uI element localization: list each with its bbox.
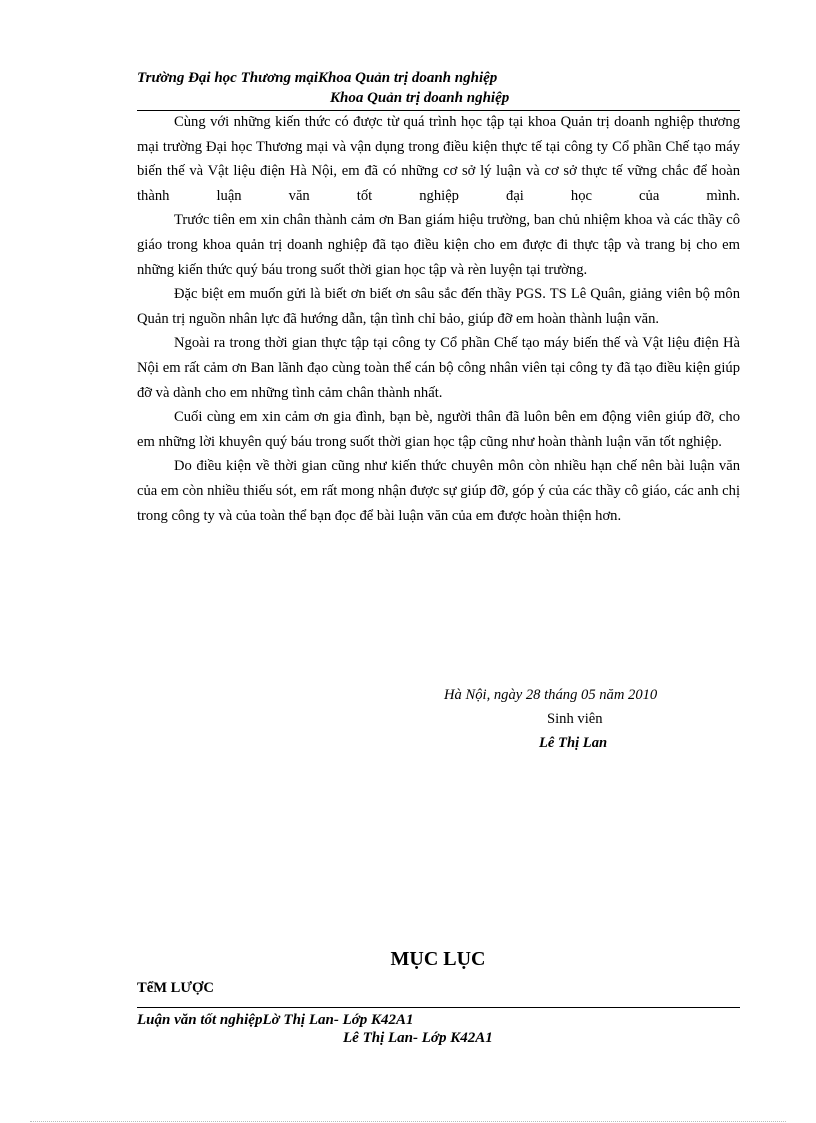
paragraph-4: Ngoài ra trong thời gian thực tập tại công ty Cổ phần Chế tạo máy biến thế và Vật liệu điện Hà Nội em rất cảm ơn Ban lãnh đạo cùng toàn thể cán bộ công nhân viên tại công ty đã tạo điều kiện giúp đỡ và dành cho em những tình cảm chân thành nhất. — [137, 335, 740, 401]
acknowledgement-body — [137, 110, 740, 528]
paragraph-6: Do điều kiện về thời gian cũng như kiến thức chuyên môn còn nhiều hạn chế nên bài luận văn của em còn nhiều thiếu sót, em rất mong nhận được sự giúp đỡ, góp ý của các thầy cô giáo, các anh chị trong công ty và của toàn thể bạn đọc để bài luận văn của em được hoàn thiện hơn. — [137, 458, 740, 524]
signature-name: Lê Thị Lan — [539, 735, 608, 751]
header-faculty-line: Khoa Quản trị doanh nghiệp — [330, 90, 510, 106]
footer-author-line: Lê Thị Lan- Lớp K42A1 — [343, 1030, 493, 1046]
paragraph-1: Cùng với những kiến thức có được từ quá trình học tập tại khoa Quản trị doanh nghiệp thương mại trường Đại học Thương mại và vận dụng trong điều kiện thực tế tại công ty Cổ phần Chế tạo máy biến thế và Vật liệu điện Hà Nội, em đã có những cơ sở lý luận và cơ sở thực tế vững chắc để hoàn thành luận văn tốt nghiệp đại học của mình. — [137, 114, 740, 204]
paragraph-3: Đặc biệt em muốn gửi là biết ơn biết ơn sâu sắc đến thầy PGS. TS Lê Quân, giảng viên bộ môn Quản trị nguồn nhân lực đã hướng dẫn, tận tình chỉ bảo, giúp đỡ em hoàn thành luận văn. — [137, 286, 740, 327]
page-edge-divider — [30, 1121, 786, 1122]
footer-rule — [137, 1007, 740, 1008]
header-school-line: Trường Đại học Thương mạiKhoa Quản trị doanh nghiệp — [137, 70, 498, 86]
toc-item-summary: TểM LƯỢC — [137, 980, 214, 996]
paragraph-2: Trước tiên em xin chân thành cảm ơn Ban giám hiệu trường, ban chủ nhiệm khoa và các thầy cô giáo trong khoa quản trị doanh nghiệp đã tạo điều kiện cho em được đi thực tập và trang bị cho em những kiến thức quý báu trong suốt thời gian học tập và rèn luyện tại trường. — [137, 212, 740, 278]
paragraph-5: Cuối cùng em xin cảm ơn gia đình, bạn bè, người thân đã luôn bên em động viên giúp đỡ, cho em những lời khuyên quý báu trong suốt thời gian học tập cũng như hoàn thành luận văn tốt nghiệp. — [137, 409, 740, 450]
toc-title: MỤC LỤC — [390, 948, 486, 970]
signature-date: Hà Nội, ngày 28 tháng 05 năm 2010 — [444, 687, 658, 703]
signature-role: Sinh viên — [547, 711, 603, 727]
footer-thesis-line: Luận văn tốt nghiệpLờ Thị Lan- Lớp K42A1 — [137, 1012, 414, 1028]
